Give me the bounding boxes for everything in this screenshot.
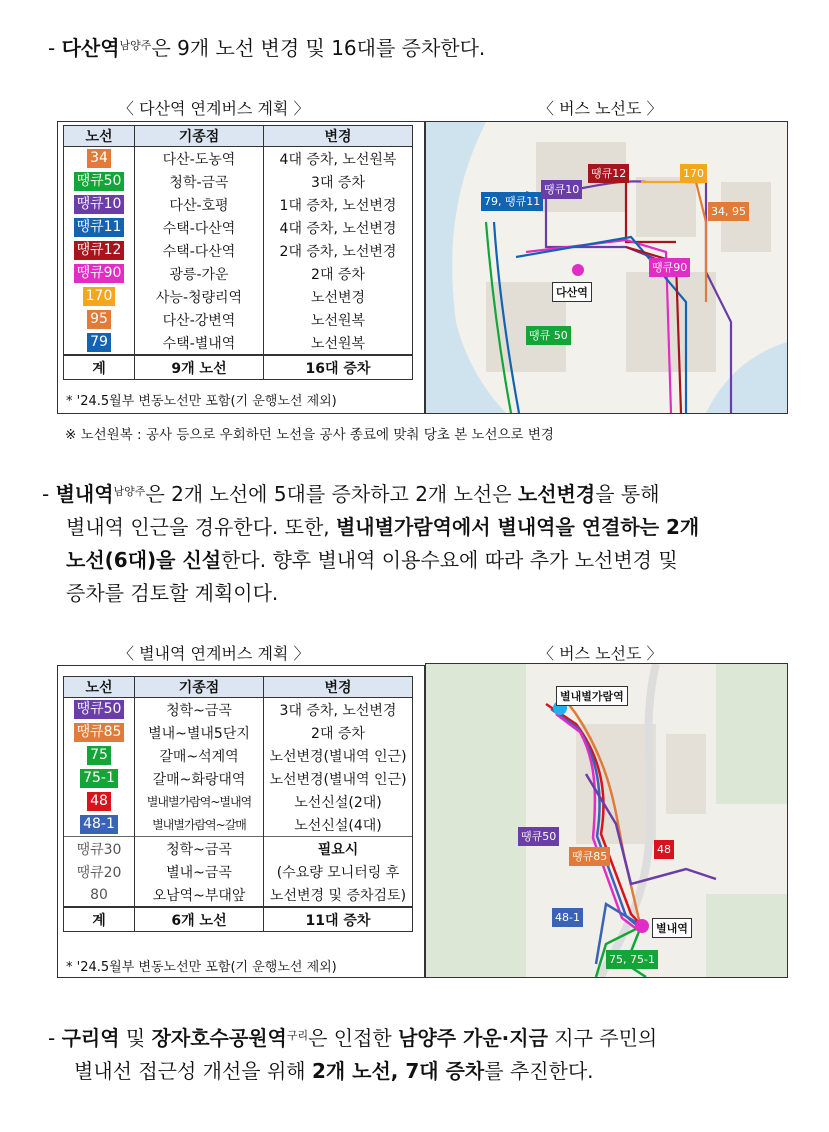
route-badge: 75 <box>87 746 111 765</box>
table-row <box>64 239 413 262</box>
route-badge: 땡큐50 <box>74 700 125 719</box>
map1-label-dasan: 다산역 <box>552 282 592 302</box>
map2-label-station: 별내역 <box>652 918 692 938</box>
table-row <box>64 193 413 216</box>
byeollae-station-marker <box>635 919 649 933</box>
route-badge: 75-1 <box>80 769 118 788</box>
table-row <box>64 744 413 767</box>
terminal-cell: 사능-청량리역 <box>135 285 264 308</box>
change-cell: 2대 증차 <box>264 721 413 744</box>
table2-caption: 〈 별내역 연계버스 계획 〉 <box>118 644 310 663</box>
map1-label-t90: 땡큐90 <box>649 258 690 277</box>
table1-caption: 〈 다산역 연계버스 계획 〉 <box>118 99 310 118</box>
table-total-row: 계 6개 노선 11대 증차 <box>64 907 413 932</box>
change-cell: 4대 증차, 노선원복 <box>264 147 413 171</box>
table1: 노선 기종점 변경 34 다산-도농역 4대 증차, 노선원복 땡큐50 청학-금곡 3대 증차 땡큐10 다산-호평 1대 증차, 노선변경 땡큐11 수택-다산역 4대 증차, 노선변경 땡큐12 수택-다산역 2대 증차, 노선변경 땡큐90 광릉-가운 2대 증차 170 사능-청량리역 노선변경 95 다산-강변역 노선원복 79 수택-별내역 노선원복 계 9개 노선 16대 증차 <box>63 125 413 380</box>
note-restore: ※ 노선원복 : 공사 등으로 우회하던 노선을 공사 종료에 맞춰 당초 본 노선으로 변경 <box>65 427 554 443</box>
route-badge: 79 <box>87 333 111 352</box>
map1-label-t11: 79, 땡큐11 <box>481 192 543 211</box>
table-row <box>64 813 413 837</box>
table-row <box>64 308 413 331</box>
change-cell: 2대 증차 <box>264 262 413 285</box>
route-badge: 170 <box>83 287 116 306</box>
map2-label-481: 48-1 <box>552 908 583 927</box>
terminal-cell: 다산-도농역 <box>135 147 264 171</box>
map1-label-t50: 땡큐 50 <box>526 326 571 345</box>
table-row <box>64 262 413 285</box>
table-row-future: 땡큐20 별내~금곡 (수요량 모니터링 후 <box>64 860 413 883</box>
map2-label-75: 75, 75-1 <box>606 950 658 969</box>
table-row <box>64 767 413 790</box>
table-row <box>64 721 413 744</box>
terminal-cell: 수택-다산역 <box>135 216 264 239</box>
map2-label-station-top: 별내별가람역 <box>556 686 628 706</box>
table-row <box>64 216 413 239</box>
table-row <box>64 698 413 722</box>
map2-label-t85: 땡큐85 <box>569 847 610 866</box>
change-cell: 3대 증차 <box>264 170 413 193</box>
route-badge: 땡큐11 <box>74 218 125 237</box>
change-cell: 노선변경(별내역 인근) <box>264 744 413 767</box>
change-cell: 노선변경(별내역 인근) <box>264 767 413 790</box>
change-cell: 노선신설(2대) <box>264 790 413 813</box>
dasan-station-marker <box>572 264 584 276</box>
terminal-cell: 수택-다산역 <box>135 239 264 262</box>
route-badge: 95 <box>87 310 111 329</box>
terminal-cell: 청학-금곡 <box>135 170 264 193</box>
table-row <box>64 147 413 171</box>
terminal-cell: 청학~금곡 <box>135 698 264 722</box>
route-badge: 땡큐50 <box>74 172 125 191</box>
terminal-cell: 별내별가람역~갈매 <box>135 813 264 837</box>
map1-label-t10: 땡큐10 <box>541 180 582 199</box>
terminal-cell: 광릉-가운 <box>135 262 264 285</box>
section1-text: - 다산역$^{남양주}$은 9개 노선 변경 및 16대를 증차한다. <box>48 36 486 60</box>
table-row-future: 80 오남역~부대앞 노선변경 및 증차검토) <box>64 883 413 907</box>
map1-label-t12: 땡큐12 <box>588 164 629 183</box>
change-cell: 1대 증차, 노선변경 <box>264 193 413 216</box>
table-row-future: 땡큐30 청학~금곡 필요시 <box>64 837 413 861</box>
terminal-cell: 별내별가람역~별내역 <box>135 790 264 813</box>
route-badge: 땡큐85 <box>74 723 125 742</box>
table2: 노선 기종점 변경 땡큐50 청학~금곡 3대 증차, 노선변경 땡큐85 별내~별내5단지 2대 증차 75 갈매~석계역 노선변경(별내역 인근) 75-1 갈매~화랑대역 노선변경(별내역 인근) 48 별내별가람역~별내역 노선신설(2대) 48-1 별내별가람역~갈매 노선신설(4대) 땡큐30 청학~금곡 필요시 땡큐20 별내~금곡 (수요량 모니터링 후 80 오남역~부대앞 노선변경 및 증차검토) 계 6개 노선 11대 증차 <box>63 676 413 932</box>
table-row <box>64 285 413 308</box>
route-badge: 땡큐12 <box>74 241 125 260</box>
map1-label-3495: 34, 95 <box>708 202 749 221</box>
change-cell: 3대 증차, 노선변경 <box>264 698 413 722</box>
terminal-cell: 다산-강변역 <box>135 308 264 331</box>
change-cell: 4대 증차, 노선변경 <box>264 216 413 239</box>
table-row <box>64 170 413 193</box>
terminal-cell: 갈매~화랑대역 <box>135 767 264 790</box>
change-cell: 노선변경 <box>264 285 413 308</box>
terminal-cell: 별내~별내5단지 <box>135 721 264 744</box>
change-cell: 노선신설(4대) <box>264 813 413 837</box>
change-cell: 2대 증차, 노선변경 <box>264 239 413 262</box>
change-cell: 노선원복 <box>264 331 413 355</box>
table2-footnote: * '24.5월부 변동노선만 포함(기 운행노선 제외) <box>66 960 337 975</box>
route-badge: 땡큐90 <box>74 264 125 283</box>
terminal-cell: 다산-호평 <box>135 193 264 216</box>
table-row <box>64 790 413 813</box>
station-dasan: 다산역 <box>61 36 120 60</box>
route-badge: 48 <box>87 792 111 811</box>
route-badge: 48-1 <box>80 815 118 834</box>
section2-text: - 별내역$^{남양주}$은 2개 노선에 5대를 증차하고 2개 노선은 노선변경을 통해 별내역 인근을 경유한다. 또한, 별내별가람역에서 별내역을 연결하는 2개 노선(6대)을 신설한다. 향후 별내역 이용수요에 따라 추가 노선변경 및 증차를 검토할 계획이다. <box>42 482 700 605</box>
terminal-cell: 수택-별내역 <box>135 331 264 355</box>
map2-label-t50: 땡큐50 <box>518 827 559 846</box>
route-badge: 땡큐10 <box>74 195 125 214</box>
map2-caption: 〈 버스 노선도 〉 <box>538 644 663 663</box>
change-cell: 노선원복 <box>264 308 413 331</box>
section3-text: - 구리역 및 장자호수공원역$^{구리}$은 인접한 남양주 가운·지금 지구 주민의 별내선 접근성 개선을 위해 2개 노선, 7대 증차를 추진한다. <box>48 1026 658 1083</box>
terminal-cell: 갈매~석계역 <box>135 744 264 767</box>
table1-footnote: * '24.5월부 변동노선만 포함(기 운행노선 제외) <box>66 394 337 409</box>
table-row <box>64 331 413 355</box>
map1-label-170: 170 <box>680 164 707 183</box>
route-badge: 34 <box>87 149 111 168</box>
map1 <box>425 121 788 414</box>
map1-caption: 〈 버스 노선도 〉 <box>538 99 663 118</box>
table-total-row: 계 9개 노선 16대 증차 <box>64 355 413 380</box>
map2-label-48: 48 <box>654 840 674 859</box>
map2 <box>425 663 788 978</box>
